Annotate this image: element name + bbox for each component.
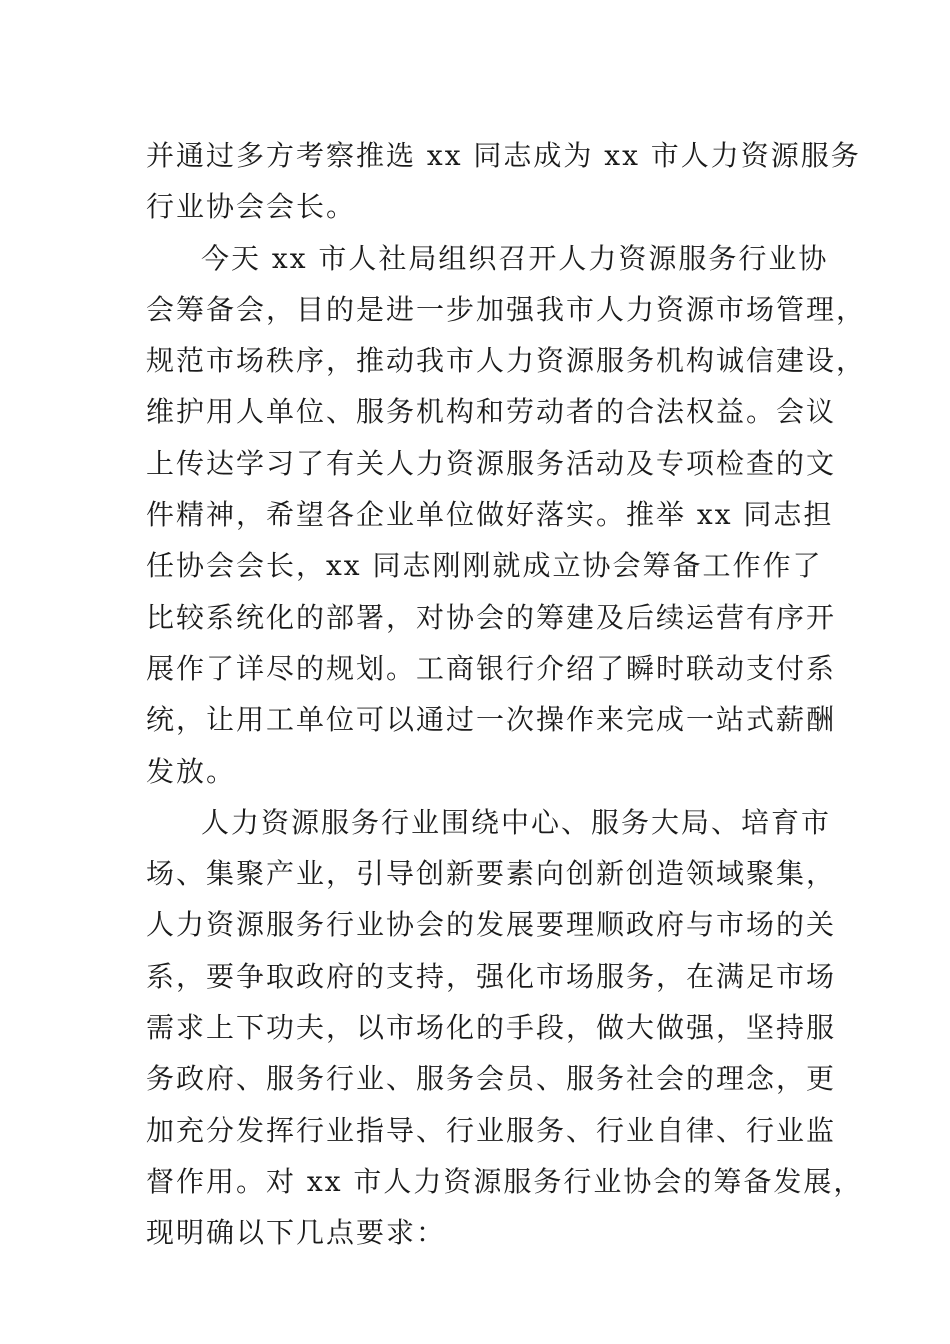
text-line: 发放。 bbox=[146, 754, 237, 788]
text-line: 维护用人单位、服务机构和劳动者的合法权益。会议 bbox=[146, 395, 837, 429]
paragraph-first-line: 今天 xx 市人社局组织召开人力资源服务行业协 bbox=[201, 241, 829, 275]
text-line: 系，要争取政府的支持，强化市场服务，在满足市场 bbox=[146, 959, 837, 993]
text-line: 人力资源服务行业协会的发展要理顺政府与市场的关 bbox=[146, 908, 837, 942]
paragraph-first-line: 人力资源服务行业围绕中心、服务大局、培育市 bbox=[201, 805, 832, 839]
text-line: 务政府、服务行业、服务会员、服务社会的理念，更 bbox=[146, 1062, 837, 1096]
text-line: 行业协会会长。 bbox=[146, 190, 357, 224]
text-line: 并通过多方考察推选 xx 同志成为 xx 市人力资源服务 bbox=[146, 139, 861, 172]
text-line: 会筹备会，目的是进一步加强我市人力资源市场管理， bbox=[146, 292, 867, 326]
text-line: 督作用。对 xx 市人力资源服务行业协会的筹备发展， bbox=[146, 1164, 864, 1198]
text-line: 规范市场秩序，推动我市人力资源服务机构诚信建设， bbox=[146, 344, 867, 378]
text-line: 比较系统化的部署，对协会的筹建及后续运营有序开 bbox=[146, 600, 837, 634]
text-line: 上传达学习了有关人力资源服务活动及专项检查的文 bbox=[146, 446, 837, 480]
text-line: 现明确以下几点要求： bbox=[146, 1216, 447, 1250]
text-line: 需求上下功夫，以市场化的手段，做大做强，坚持服 bbox=[146, 1011, 837, 1045]
document-body bbox=[146, 130, 867, 1259]
text-line: 场、集聚产业，引导创新要素向创新创造领域聚集， bbox=[146, 857, 837, 891]
text-line: 加充分发挥行业指导、行业服务、行业自律、行业监 bbox=[146, 1113, 837, 1147]
text-line: 展作了详尽的规划。工商银行介绍了瞬时联动支付系 bbox=[146, 651, 837, 685]
text-line: 任协会会长，xx 同志刚刚就成立协会筹备工作作了 bbox=[146, 549, 823, 583]
text-line: 件精神，希望各企业单位做好落实。推举 xx 同志担 bbox=[146, 498, 834, 532]
text-line: 统，让用工单位可以通过一次操作来完成一站式薪酬 bbox=[146, 703, 837, 737]
